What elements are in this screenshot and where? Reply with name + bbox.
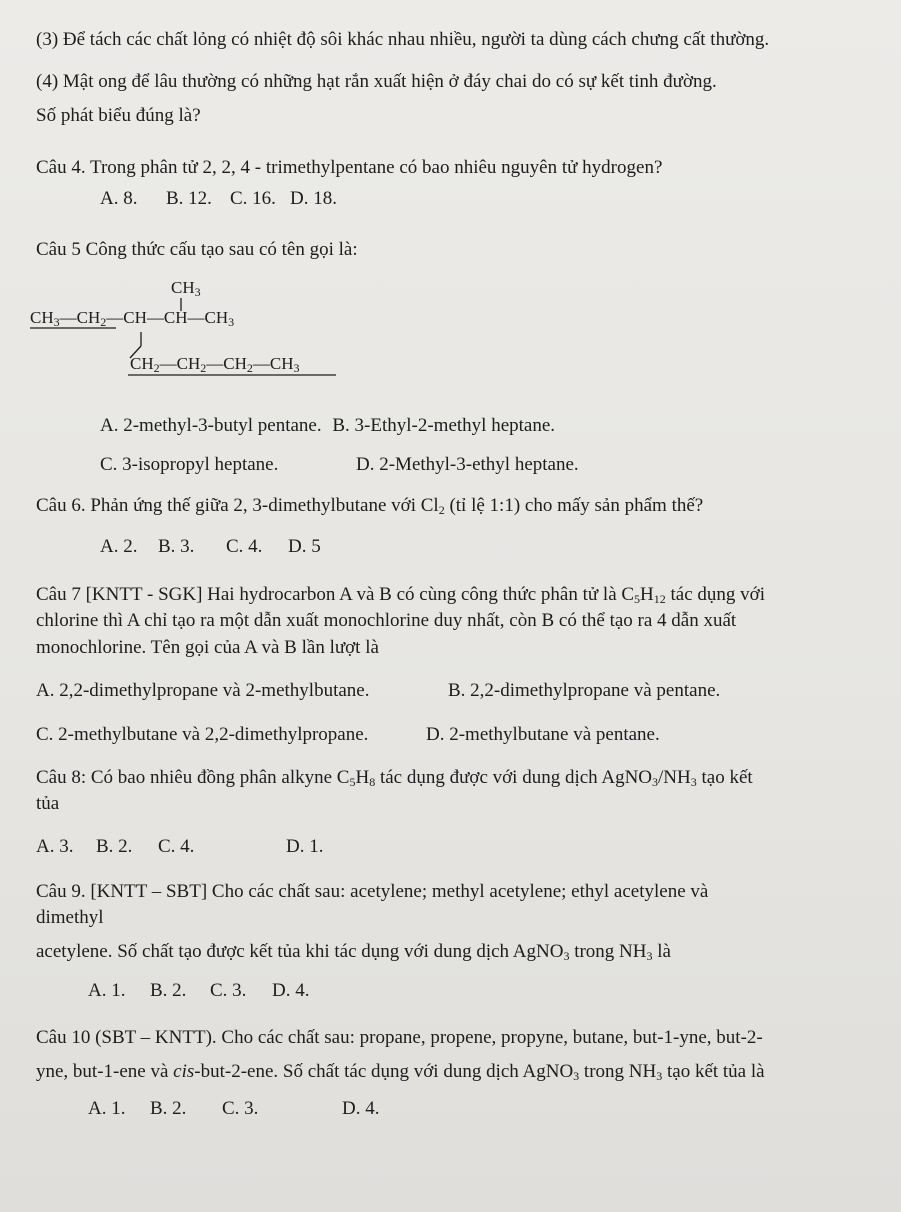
q5-text: Câu 5 Công thức cấu tạo sau có tên gọi là: bbox=[36, 239, 358, 260]
statement-3: (3) Để tách các chất lỏng có nhiệt độ sôi khác nhau nhiều, người ta dùng cách chưng cất thường. bbox=[36, 29, 770, 50]
q9-option-c[interactable]: C. 3. bbox=[210, 980, 247, 1001]
q9-line2: dimethyl bbox=[36, 907, 104, 928]
main-chain: $CH_3—CH_2—CH—CH—CH_3$ bbox=[30, 308, 235, 329]
q5-option-b[interactable]: B. 3-Ethyl-2-methyl heptane. bbox=[332, 415, 556, 436]
statement-4: (4) Mật ong để lâu thường có những hạt rắn xuất hiện ở đáy chai do có sự kết tinh đường. bbox=[36, 71, 717, 92]
q5-option-c[interactable]: C. 3-isopropyl heptane. bbox=[100, 454, 279, 475]
q9-options bbox=[88, 980, 408, 1004]
structural-formula bbox=[30, 278, 450, 388]
intro-question: Số phát biểu đúng là? bbox=[36, 105, 201, 126]
q10-line1: Câu 10 (SBT – KNTT). Cho các chất sau: propane, propene, propyne, butane, but-1-yne, but-2- bbox=[36, 1027, 763, 1048]
q5-option-d[interactable]: D. 2-Methyl-3-ethyl heptane. bbox=[356, 454, 579, 475]
q7-option-b[interactable]: B. 2,2-dimethylpropane và pentane. bbox=[448, 680, 721, 701]
q4-option-b[interactable]: B. 12. bbox=[166, 188, 212, 209]
q8-line1: Câu 8: Có bao nhiêu đồng phân alkyne $C_5H_8$ tác dụng được với dung dịch $AgNO_3/NH_3$ tạo kết bbox=[36, 767, 753, 789]
q9-option-a[interactable]: A. 1. bbox=[88, 980, 126, 1001]
q6-option-b[interactable]: B. 3. bbox=[158, 536, 195, 557]
q5-option-a[interactable]: A. 2-methyl-3-butyl pentane. bbox=[100, 415, 322, 436]
q6-option-d[interactable]: D. 5 bbox=[288, 536, 321, 557]
q10-option-c[interactable]: C. 3. bbox=[222, 1098, 259, 1119]
q7-options-row1 bbox=[36, 680, 856, 704]
q4-option-a[interactable]: A. 8. bbox=[100, 188, 138, 209]
q7-line2: chlorine thì A chỉ tạo ra một dẫn xuất monochlorine duy nhất, còn B có thể tạo ra 4 dẫn xuất bbox=[36, 610, 737, 631]
q10-option-b[interactable]: B. 2. bbox=[150, 1098, 187, 1119]
q8-option-c[interactable]: C. 4. bbox=[158, 836, 195, 857]
q8-option-b[interactable]: B. 2. bbox=[96, 836, 133, 857]
q7-option-a[interactable]: A. 2,2-dimethylpropane và 2-methylbutane. bbox=[36, 680, 370, 701]
q6-options bbox=[100, 536, 400, 560]
q8-option-a[interactable]: A. 3. bbox=[36, 836, 74, 857]
q10-options bbox=[88, 1098, 508, 1122]
q10-option-a[interactable]: A. 1. bbox=[88, 1098, 126, 1119]
q9-line1: Câu 9. [KNTT – SBT] Cho các chất sau: acetylene; methyl acetylene; ethyl acetylene và bbox=[36, 881, 709, 902]
q4-text: Câu 4. Trong phân tử 2, 2, 4 - trimethylpentane có bao nhiêu nguyên tử hydrogen? bbox=[36, 157, 663, 178]
q9-option-b[interactable]: B. 2. bbox=[150, 980, 187, 1001]
q4-option-c[interactable]: C. 16. bbox=[230, 188, 276, 209]
q6-option-a[interactable]: A. 2. bbox=[100, 536, 138, 557]
q4-options bbox=[100, 188, 400, 212]
q9-option-d[interactable]: D. 4. bbox=[272, 980, 310, 1001]
q8-option-d[interactable]: D. 1. bbox=[286, 836, 324, 857]
methyl-group: $CH_3$ bbox=[171, 278, 201, 299]
q6-option-c[interactable]: C. 4. bbox=[226, 536, 263, 557]
q7-line1: Câu 7 [KNTT - SGK] Hai hydrocarbon A và B có cùng công thức phân tử là $C_5H_{12}$ tác dụng với bbox=[36, 584, 766, 606]
q7-line3: monochlorine. Tên gọi của A và B lần lượt là bbox=[36, 637, 379, 658]
q5-options-row1 bbox=[100, 414, 555, 438]
q5-options-row2 bbox=[100, 454, 800, 478]
q10-option-d[interactable]: D. 4. bbox=[342, 1098, 380, 1119]
side-chain: $CH_2—CH_2—CH_2—CH_3$ bbox=[130, 354, 300, 375]
q8-options bbox=[36, 836, 436, 860]
q7-option-c[interactable]: C. 2-methylbutane và 2,2-dimethylpropane. bbox=[36, 724, 369, 745]
q6-text: Câu 6. Phản ứng thế giữa 2, 3-dimethylbutane với $Cl_2$ (tỉ lệ 1:1) cho mấy sản phẩm thế? bbox=[36, 495, 704, 517]
q7-options-row2 bbox=[36, 724, 856, 748]
q9-line3: acetylene. Số chất tạo được kết tủa khi tác dụng với dung dịch AgNO$_3$ trong $NH_3$ là bbox=[36, 941, 671, 963]
q7-option-d[interactable]: D. 2-methylbutane và pentane. bbox=[426, 724, 660, 745]
q10-line2: yne, but-1-ene và cis-but-2-ene. Số chất tác dụng với dung dịch AgNO$_3$ trong $NH_3$ tạo kết tủa là bbox=[36, 1061, 765, 1083]
q4-option-d[interactable]: D. 18. bbox=[290, 188, 337, 209]
q8-line2: tủa bbox=[36, 793, 60, 814]
